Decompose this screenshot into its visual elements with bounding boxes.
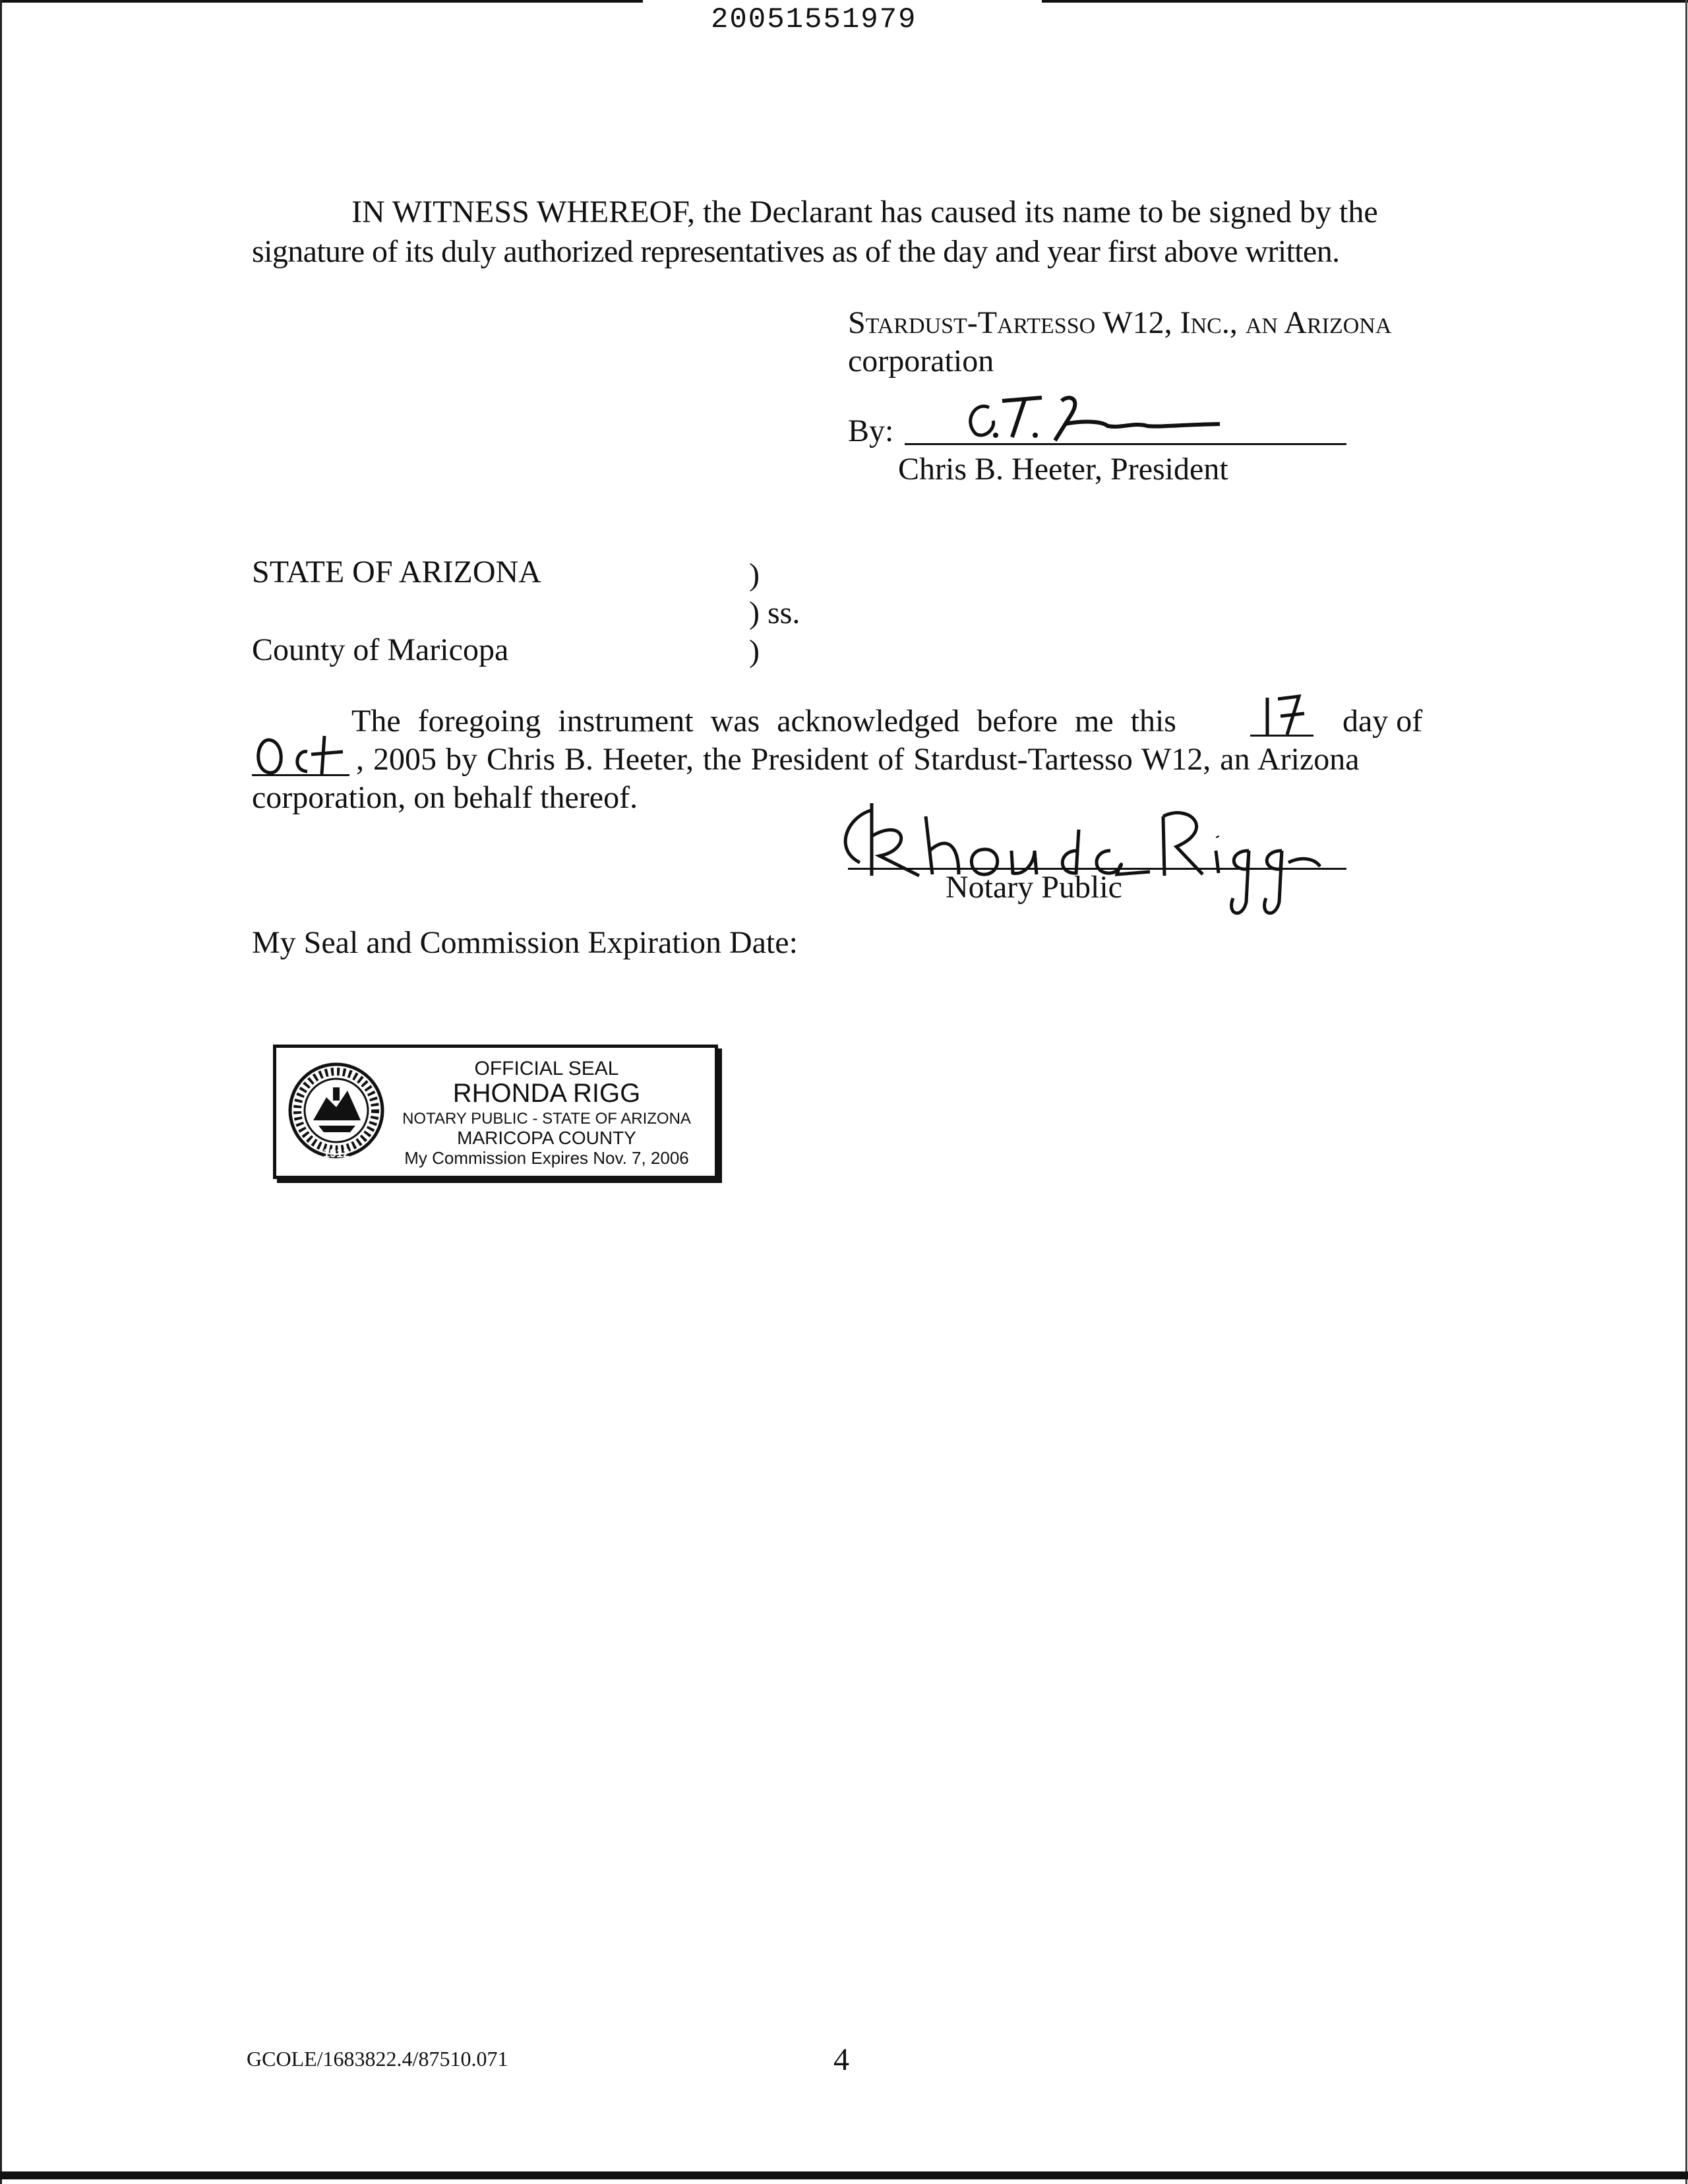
- top-rule: [0, 0, 643, 3]
- witness-line-1: IN WITNESS WHEREOF, the Declarant has caused its name to be signed by the: [351, 195, 1378, 229]
- seal-notary-name: RHONDA RIGG: [452, 1079, 641, 1108]
- witness-line-2: signature of its duly authorized representatives as of the day and year first above written.: [252, 234, 1340, 269]
- page-edge: [0, 0, 2, 2184]
- seal-expiration-label: My Seal and Commission Expiration Date:: [252, 925, 798, 960]
- venue-paren: ): [749, 634, 760, 669]
- ack-line-1-start: The foregoing instrument was acknowledged before me this: [351, 704, 1176, 739]
- top-rule: [1042, 0, 1688, 3]
- document-reference: GCOLE/1683822.4/87510.071: [247, 2047, 508, 2071]
- venue-paren: ): [749, 557, 760, 592]
- page-number: 4: [833, 2042, 849, 2077]
- venue-county: County of Maricopa: [252, 632, 509, 667]
- official-seal: [273, 1045, 718, 1179]
- bottom-rule: [0, 2171, 1688, 2179]
- seal-emblem-year: 1912: [322, 1147, 350, 1160]
- seal-title: OFFICIAL SEAL: [474, 1058, 619, 1079]
- ack-line-1-end: day of: [1342, 704, 1423, 739]
- page-edge: [1685, 0, 1687, 2184]
- by-label: By:: [848, 413, 894, 448]
- ack-line-3: corporation, on behalf thereof.: [252, 780, 638, 815]
- seal-expiration: My Commission Expires Nov. 7, 2006: [404, 1148, 689, 1168]
- handwritten-month: [251, 732, 356, 778]
- signer-name: Chris B. Heeter, President: [898, 452, 1228, 487]
- seal-notary-state: NOTARY PUBLIC - STATE OF ARIZONA: [402, 1110, 691, 1128]
- arizona-state-seal-icon: [287, 1061, 386, 1160]
- company-name-line: Stardust-Tartesso W12, Inc., an Arizona: [848, 305, 1392, 340]
- venue-state: STATE OF ARIZONA: [252, 555, 541, 590]
- document-number: 20051551979: [711, 3, 917, 36]
- venue-ss: ) ss.: [749, 595, 800, 630]
- president-signature: [950, 388, 1226, 450]
- seal-county: MARICOPA COUNTY: [457, 1128, 636, 1148]
- notary-title: Notary Public: [946, 870, 1122, 905]
- company-type-line: corporation: [848, 344, 994, 379]
- ack-line-2: , 2005 by Chris B. Heeter, the President of Stardust-Tartesso W12, an Arizona: [356, 742, 1360, 777]
- handwritten-day: [1258, 694, 1311, 740]
